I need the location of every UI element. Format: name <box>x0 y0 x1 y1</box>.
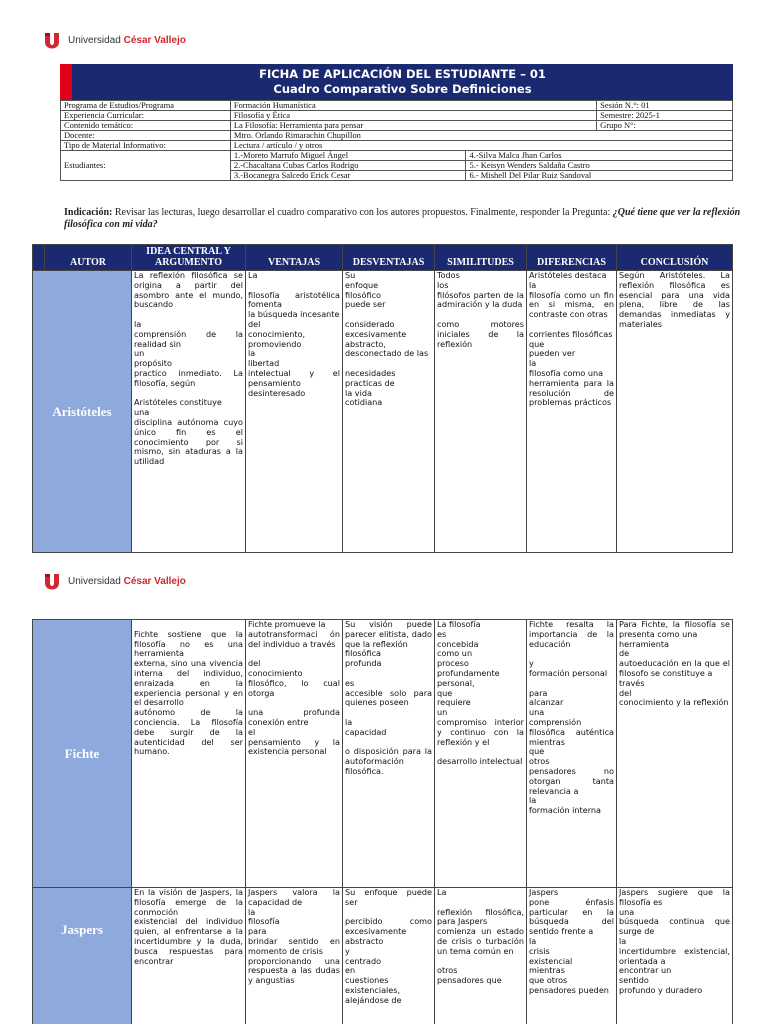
idea-cell: La reflexión filosófica se origina a partir del asombro ante el mundo, buscando la comprensión de la realidad sin un propósito practico inmediato. La filosofía, según Aristóteles constituye una disciplina autónoma cuyo único fin es el conocimiento por si mismo, sin ataduras a la utilidad <box>134 271 243 467</box>
idea-cell: En la visión de Jaspers, la filosofía emerge de la conmoción existencial del individuo quien, al enfrentarse a la incertidumbre y la duda, busca respuestas para encontrar <box>134 888 243 966</box>
comparative-table-page1 <box>32 244 733 553</box>
student-1: 1.-Moreto Marrufo Miguel Ángel <box>230 151 466 161</box>
similitudes-cell: La reflexión filosófica, para Jaspers comienza un estado de crisis o turbación un tema común en otros pensadores que <box>437 888 524 986</box>
similitudes-cell: La filosofía es concebida como un proceso profundamente personal, que requiere un compromiso interior y continuo con la reflexión y el desarrollo intelectual <box>437 620 524 767</box>
desventajas-cell: Su enfoque puede ser percibido como excesivamente abstracto y centrado en cuestiones existenciales, alejándose de <box>345 888 432 1005</box>
col-desventajas: DESVENTAJAS <box>343 245 435 271</box>
semestre-value: Semestre: 2025-1 <box>597 111 733 121</box>
title-accent <box>60 64 72 100</box>
desventajas-cell: Su enfoque filosófico puede ser considerado excesivamente abstracto, desconectado de las necesidades practicas de la vida cotidiana <box>345 271 429 408</box>
col-conclusion: CONCLUSIÓN <box>617 245 733 271</box>
ucv-logo-icon <box>44 573 60 590</box>
header-block <box>60 64 733 181</box>
student-4: 4.-Silva Malca Jhan Carlos <box>466 151 733 161</box>
tipo-label: Tipo de Material Informativo: <box>61 141 231 151</box>
header-accent <box>33 245 45 271</box>
col-autor: AUTOR <box>45 245 132 271</box>
ucv-logo-icon <box>44 32 60 49</box>
ventajas-cell: Jaspers valora la capacidad de la filosofía para brindar sentido en momento de crisis proporcionando una respuesta a las dudas y angustias <box>248 888 340 986</box>
student-5: 5.- Keisyn Wenders Saldaña Castro <box>466 161 733 171</box>
table-row <box>33 620 733 888</box>
experiencia-value: Filosofía y Ética <box>230 111 596 121</box>
conclusion-cell: Jaspers sugiere que la filosofía es una búsqueda continua que surge de la incertidumbre existencial, orientada a encontrar un sentido profundo y duradero <box>619 888 730 995</box>
col-diferencias: DIFERENCIAS <box>527 245 617 271</box>
col-idea: IDEA CENTRAL Y ARGUMENTO <box>132 245 246 271</box>
author-fichte: Fichte <box>33 620 132 888</box>
col-similitudes: SIMILITUDES <box>435 245 527 271</box>
similitudes-cell: Todos los filósofos parten de la admiración y la duda como motores iniciales de la reflexión <box>437 271 524 349</box>
docente-value: Mtro. Orlando Rimarachin Chupillon <box>230 131 732 141</box>
logo-text: Universidad César Vallejo <box>68 35 186 46</box>
university-logo-page2 <box>44 573 186 590</box>
conclusion-cell: Para Fichte, la filosofía se presenta como una herramienta de autoeducación en la que el filosofo se constituye a través del conocimiento y la reflexión <box>619 620 730 708</box>
indication-text: Revisar las lecturas, luego desarrollar el cuadro comparativo con los autores propuestos. Finalmente, responder la Pregunta: <box>112 207 613 218</box>
diferencias-cell: Fichte resalta la importancia de la educación y formación personal para alcanzar una comprensión filosófica auténtica mientras que otros pensadores no otorgan tanta relevancia a la formación interna <box>529 620 614 816</box>
indication-paragraph <box>64 207 744 231</box>
programa-label: Programa de Estudios/Programa <box>61 101 231 111</box>
tipo-value: Lectura / artículo / y otros <box>230 141 732 151</box>
title-line-1: FICHA DE APLICACIÓN DEL ESTUDIANTE – 01 <box>259 67 546 81</box>
logo-text: Universidad César Vallejo <box>68 576 186 587</box>
author-aristoteles: Aristóteles <box>33 271 132 553</box>
programa-value: Formación Humanística <box>230 101 596 111</box>
info-table <box>60 100 733 181</box>
contenido-label: Contenido temático: <box>61 121 231 131</box>
grupo-value: Grupo N°: <box>597 121 733 131</box>
contenido-value: La Filosofía: Herramienta para pensar <box>230 121 596 131</box>
university-logo <box>44 32 186 49</box>
author-jaspers: Jaspers <box>33 888 132 1024</box>
page-title <box>72 64 733 100</box>
student-6: 6.- Mishell Del Pilar Ruiz Sandoval <box>466 171 733 181</box>
conclusion-cell: Según Aristóteles. La reflexión filosófica es esencial para una vida plena, libre de las demandas inmediatas y materiales <box>619 271 730 329</box>
ventajas-cell: La filosofía aristotélica fomenta la búsqueda incesante del conocimiento, promoviendo la libertad intelectual y el pensamiento desinteresado <box>248 271 340 398</box>
ventajas-cell: Fichte promueve la autotransformaci ón del individuo a través del conocimiento filosófico, lo cual otorga una profunda conexión entre el pensamiento y la existencia personal <box>248 620 340 757</box>
table-row <box>33 888 733 1024</box>
docente-label: Docente: <box>61 131 231 141</box>
diferencias-cell: Aristóteles destaca la filosofía como un fin en si misma, en contraste con otras corrientes filosóficas que pueden ver la filosofía como una herramienta para la resolución de problemas prácticos <box>529 271 614 408</box>
desventajas-cell: Su visión puede parecer elitista, dado que la reflexión filosófica profunda es accesible solo para quienes poseen la capacidad o disposición para la autoformación filosófica. <box>345 620 432 776</box>
title-line-2: Cuadro Comparativo Sobre Definiciones <box>273 82 532 96</box>
experiencia-label: Experiencia Curricular: <box>61 111 231 121</box>
estudiantes-label: Estudiantes: <box>61 151 231 181</box>
col-ventajas: VENTAJAS <box>246 245 343 271</box>
comparative-table-page2 <box>32 619 733 1024</box>
indication-label: Indicación: <box>64 207 113 218</box>
idea-cell: Fichte sostiene que la filosofía no es una herramienta externa, sino una vivencia interna del individuo, enraizada en la experiencia personal y en el desarrollo autónomo de la conciencia. La filosofía debe surgir de la autenticidad del ser humano. <box>134 628 243 757</box>
student-3: 3.-Bocanegra Salcedo Erick Cesar <box>230 171 466 181</box>
diferencias-cell: Jaspers pone énfasis particular en la búsqueda del sentido frente a la crisis existencial mientras que otros pensadores pueden <box>529 888 614 995</box>
table-row <box>33 271 733 553</box>
sesion-value: Sesión N.°: 01 <box>597 101 733 111</box>
indication-question: ¿Qué tiene que ver la reflexión filosófica con mi vida? <box>64 207 741 230</box>
student-2: 2.-Chacaltana Cubas Carlos Rodrigo <box>230 161 466 171</box>
